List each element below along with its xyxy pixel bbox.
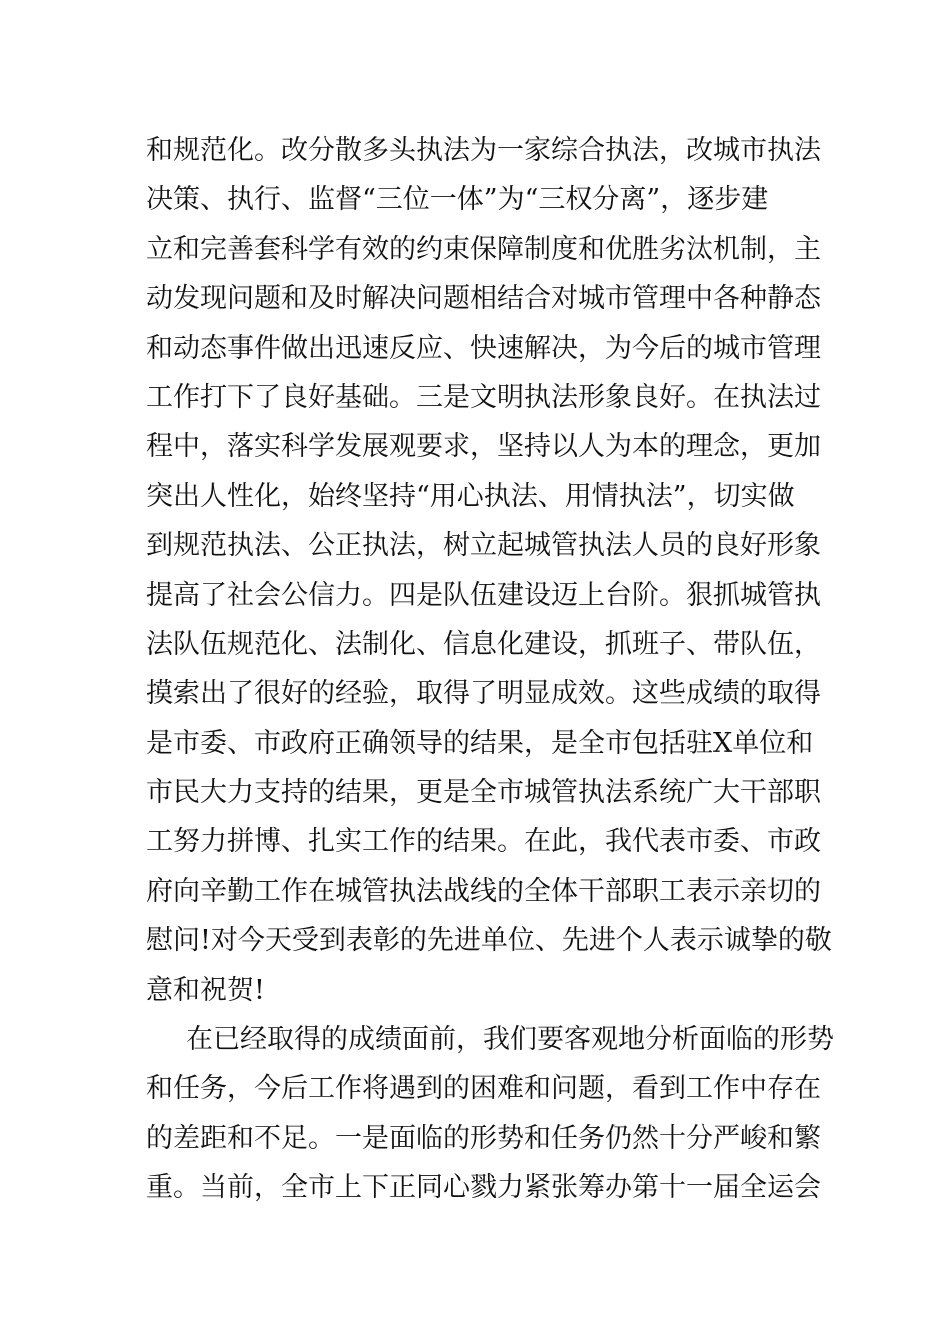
text-line: 府向辛勤工作在城管执法战线的全体干部职工表示亲切的 [146,875,821,907]
paragraph-1 [146,126,832,1015]
text-line: 立和完善套科学有效的约束保障制度和优胜劣汰机制，主 [146,233,821,265]
text-line: 摸索出了很好的经验，取得了明显成效。这些成绩的取得 [146,678,821,710]
text-line: 和任务，今后工作将遇到的困难和问题，看到工作中存在 [146,1073,821,1105]
text-line: 提高了社会公信力。四是队伍建设迈上台阶。狠抓城管执 [146,579,821,611]
text-line: 法队伍规范化、法制化、信息化建设，抓班子、带队伍， [146,628,821,660]
text-line: 慰问!对今天受到表彰的先进单位、先进个人表示诚挚的敬 [146,925,832,957]
text-line: 市民大力支持的结果，更是全市城管执法系统广大干部职 [146,777,821,809]
text-line: 工努力拼博、扎实工作的结果。在此，我代表市委、市政 [146,826,821,858]
paragraph-2 [146,1015,834,1213]
text-line: 是市委、市政府正确领导的结果，是全市包括驻X单位和 [146,727,814,759]
text-line: 重。当前，全市上下正同心戮力紧张筹办第十一届全运会 [146,1172,821,1204]
text-line: 和规范化。改分散多头执法为一家综合执法，改城市执法 [146,135,821,166]
text-line: 程中，落实科学发展观要求，坚持以人为本的理念，更加 [146,431,821,463]
text-line: 和动态事件做出迅速反应、快速解决，为今后的城市管理 [146,332,821,364]
text-line: 动发现问题和及时解决问题相结合对城市管理中各种静态 [146,283,821,315]
text-line: 在已经取得的成绩面前，我们要客观地分析面临的形势 [186,1024,834,1056]
text-line: 的差距和不足。一是面临的形势和任务仍然十分严峻和繁 [146,1122,821,1154]
text-line: 到规范执法、公正执法，树立起城管执法人员的良好形象 [146,530,821,562]
text-line: 工作打下了良好基础。三是文明执法形象良好。在执法过 [146,381,821,413]
text-line: 突出人性化，始终坚持“用心执法、用情执法”，切实做 [146,480,795,512]
document-body [146,126,834,1213]
text-line: 决策、执行、监督“三位一体”为“三权分离”，逐步建 [146,184,769,216]
text-line: 意和祝贺! [146,974,265,1006]
